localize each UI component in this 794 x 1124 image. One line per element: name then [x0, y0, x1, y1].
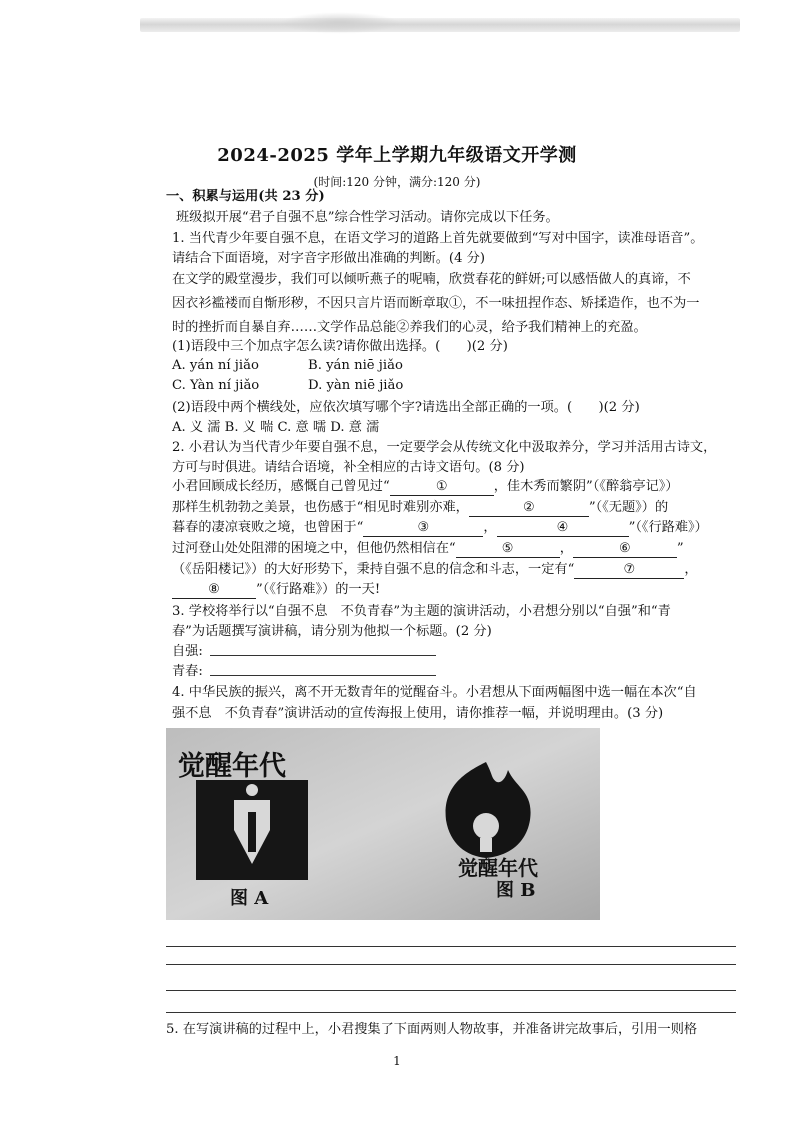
q1-sub1: (1)语段中三个加点字怎么读?请你做出选择。( )(2 分): [172, 339, 508, 354]
q2-fill-line5: （《岳阳楼记》）的大好形势下，秉持自强不息的信念和斗志，一定有“ ⑦ ，: [172, 562, 698, 577]
blank-7[interactable]: ⑦: [574, 562, 684, 579]
q4-answer-line-2[interactable]: [166, 964, 736, 965]
intro-text: 班级拟开展“君子自强不息”综合性学习活动。请你完成以下任务。: [176, 210, 559, 225]
q1-option-c: C. Yàn ní jiǎo: [172, 378, 260, 393]
scan-top-band: [140, 18, 740, 32]
fig-a-emblem: [196, 780, 308, 880]
fig-b-title: 觉醒年代: [458, 856, 538, 880]
page-title: 2024-2025 学年上学期九年级语文开学测: [217, 145, 577, 166]
answer-line-qingchun[interactable]: [210, 675, 436, 676]
blank-5[interactable]: ⑤: [456, 541, 560, 558]
blank-1[interactable]: ①: [390, 479, 494, 496]
q1-passage-line1: 在文学的殿堂漫步，我们可以倾听燕子的呢喃，欣赏春花的鲜妍;可以感悟做人的真谛，不: [172, 272, 691, 287]
blank-2[interactable]: ②: [469, 500, 589, 517]
fig-a-title: 觉醒年代: [178, 751, 286, 782]
blank-4[interactable]: ④: [497, 520, 629, 537]
answer-line-ziqiang[interactable]: [210, 655, 436, 656]
q1-options2: A. 义 濡 B. 义 喘 C. 意 嚅 D. 意 濡: [172, 420, 380, 435]
q2-fill-line4: 过河登山处处阻滞的困境之中，但他仍然相信在“ ⑤ ， ⑥ ”: [172, 541, 684, 556]
q4-stem-line2: 强不息 不负青春”演讲活动的宣传海报上使用，请你推荐一幅，并说明理由。(3 分): [172, 706, 664, 721]
q1-stem-line1: 1. 当代青少年要自强不息，在语文学习的道路上首先就要做到“写对中国字，读准母语音”。: [172, 231, 704, 246]
page-number: 1: [393, 1054, 401, 1068]
page-subtitle: (时间:120 分钟，满分:120 分): [313, 175, 481, 189]
blank-8[interactable]: ⑧: [172, 582, 256, 599]
q1-stem-line2: 请结合下面语境，对字音字形做出准确的判断。(4 分): [172, 251, 485, 266]
q2-fill-line6: ⑧ ”（《行路难》）的一天!: [172, 580, 380, 600]
q3-stem-line2: 春”为话题撰写演讲稿，请分别为他拟一个标题。(2 分): [172, 624, 492, 639]
poster-figure: [166, 728, 600, 920]
q4-answer-line-3[interactable]: [166, 990, 736, 991]
q2-stem-line2: 方可与时俱进。请结合语境，补全相应的古诗文语句。(8 分): [172, 460, 525, 475]
q4-answer-line-1[interactable]: [166, 946, 736, 947]
q4-answer-line-4[interactable]: [166, 1012, 736, 1013]
fig-a-caption: 图 A: [230, 888, 269, 909]
q2-fill-line1: 小君回顾成长经历，感慨自己曾见过“ ① ，佳木秀而繁阴”（《醉翁亭记》）: [172, 479, 679, 494]
q4-stem-line1: 4. 中华民族的振兴，离不开无数青年的觉醒奋斗。小君想从下面两幅图中选一幅在本次“自: [172, 685, 697, 700]
q1-option-b: B. yán niē jiǎo: [308, 358, 403, 373]
q1-option-d: D. yàn niē jiǎo: [308, 378, 404, 393]
section-heading: 一、积累与运用(共 23 分): [166, 189, 325, 204]
q3-stem-line1: 3. 学校将举行以“自强不息 不负青春”为主题的演讲活动，小君想分别以“自强”和“青: [172, 604, 671, 619]
q3-label-qingchun: 青春:: [172, 664, 203, 679]
q2-stem-line1: 2. 小君认为当代青少年要自强不息，一定要学会从传统文化中汲取养分，学习并活用古诗文，: [172, 440, 717, 455]
blank-6[interactable]: ⑥: [573, 541, 677, 558]
q3-label-ziqiang: 自强:: [172, 644, 203, 659]
q2-fill-line2: 那样生机勃勃之美景，也伤感于“相见时难别亦难， ② ”（《无题》）的: [172, 500, 669, 515]
fig-b-caption: 图 B: [496, 880, 536, 901]
q1-sub2: (2)语段中两个横线处，应依次填写哪个字?请选出全部正确的一项。( )(2 分): [172, 400, 640, 415]
q5-stem-line1: 5. 在写演讲稿的过程中上，小君搜集了下面两则人物故事，并准备讲完故事后，引用一则格: [166, 1022, 698, 1037]
q2-fill-line3: 暮春的凄凉衰败之境，也曾困于“ ③ ， ④ ”（《行路难》）: [172, 520, 708, 535]
q1-passage-line3: 时的挫折而自暴自弃……文学作品总能②养我们的心灵，给予我们精神上的充盈。: [172, 320, 647, 335]
blank-3[interactable]: ③: [363, 520, 483, 537]
q1-passage-line2: 因衣衫褴褛而自惭形秽，不因只言片语而断章取①，不一味扭捏作态、矫揉造作，也不为一: [172, 296, 700, 311]
q1-option-a: A. yán ní jiǎo: [172, 358, 259, 373]
